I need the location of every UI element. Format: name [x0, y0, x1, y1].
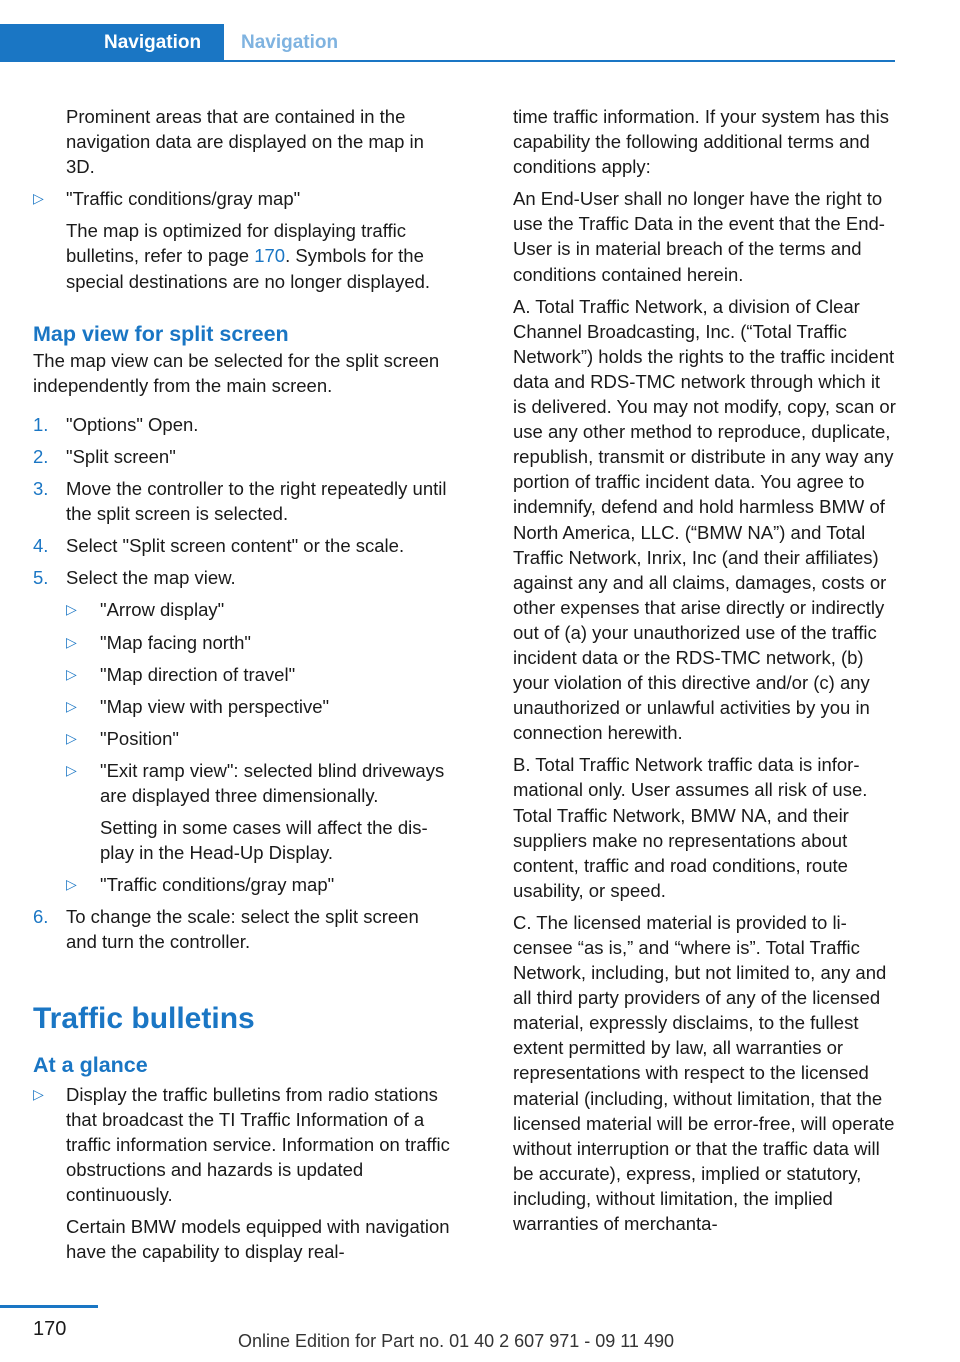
header-rule [224, 60, 895, 62]
step-text: Select the map view. [66, 567, 236, 589]
step-text: Select "Split screen content" or the scale. [66, 535, 405, 557]
list-item-display-bulletins [33, 1082, 453, 1207]
section-tab-inactive[interactable]: Navigation [241, 32, 339, 53]
triangle-bullet-icon: ▷ [66, 665, 77, 682]
step-item [33, 904, 453, 954]
sub-list-item: ▷ "Map view with perspective" [33, 694, 453, 719]
step-item [33, 533, 453, 558]
step-number: 2. [33, 445, 49, 467]
triangle-bullet-icon: ▷ [66, 697, 77, 714]
sub-list-item: ▷ "Map direction of travel" [33, 662, 453, 687]
list-item-traffic-gray-map [33, 186, 453, 211]
triangle-bullet-icon: ▷ [66, 876, 77, 893]
sub-list-note: Setting in some cases will affect the display in the Head-Up Display. [100, 817, 428, 864]
triangle-bullet-icon: ▷ [66, 633, 77, 650]
step-text: "Options" Open. [66, 413, 199, 435]
section-tab-active[interactable]: Navigation [0, 24, 224, 62]
step-text: Move the controller to the right repeatedly until the split screen is selected. [66, 478, 447, 525]
triangle-bullet-icon: ▷ [66, 761, 77, 778]
triangle-bullet-icon: ▷ [66, 601, 77, 618]
edition-footer: Online Edition for Part no. 01 40 2 607 971 - 09 11 490 [238, 1331, 674, 1351]
split-intro-paragraph: The map view can be selected for the split screen independently from the main screen. [33, 349, 440, 396]
step-item [33, 476, 453, 526]
sub-list-item: ▷ "Map facing north" [33, 630, 453, 655]
sub-list-item: ▷ "Position" [33, 726, 453, 751]
list-item-text: Display the traffic bulletins from radio stations that broadcast the TI Traffic Information of a traffic information service. Information on traffic obstructions and hazards is updated continuously. [66, 1083, 450, 1205]
step-number: 3. [33, 478, 49, 500]
terms-paragraph-c: C. The licensed material is provided to licensee “as is,” and “where is”. Total Traffic Network, including, but not limited to, any and all third party providers of any of the licensed material, expressly disclaims, to the fullest extent permitted by law, all warranties or representations with respect to the licensed material (including, without limitation, that the licensed material will be error-free, will operate without interruption or that the traffic data will be accurate), express, implied or statutory, including, without limitation, the implied warranties of merchanta- [513, 911, 895, 1235]
right-column [513, 104, 898, 1236]
step-text: To change the scale: select the split screen and turn the controller. [66, 906, 419, 953]
step-item [33, 412, 453, 437]
step-number: 4. [33, 535, 49, 557]
page-reference-link[interactable]: 170 [254, 245, 286, 267]
chapter-heading-traffic-bulletins: Traffic bulletins [33, 1001, 255, 1035]
page-number: 170 [33, 1318, 67, 1340]
terms-paragraph-end-user: An End-User shall no longer have the right to use the Traffic Data in the event that the End-User is in material breach of the terms and conditions contained herein. [513, 188, 885, 285]
triangle-bullet-icon: ▷ [33, 1085, 44, 1102]
left-column [33, 104, 453, 1264]
sub-list-item: ▷ "Traffic conditions/gray map" [33, 872, 453, 897]
step-number: 5. [33, 567, 49, 589]
section-heading-at-a-glance: At a glance [33, 1052, 148, 1077]
section-heading-split-map: Map view for split screen [33, 321, 289, 346]
footer-rule [0, 1305, 98, 1308]
step-item [33, 444, 453, 469]
list-item-description: The map is optimized for displaying traffic bulletins, refer to page 170. Symbols for the special destinations are no longer displayed. [66, 220, 431, 292]
sub-list-item: ▷ "Exit ramp view": selected blind driveways are displayed three dimensionally. [66, 759, 445, 806]
terms-paragraph-intro: time traffic information. If your system has this capability the following additional terms and conditions apply: [513, 106, 889, 178]
list-item-note: Certain BMW models equipped with navigation have the capability to display real- [66, 1216, 450, 1263]
page-header [0, 24, 895, 62]
triangle-bullet-icon: ▷ [33, 190, 44, 207]
step-text: "Split screen" [66, 445, 176, 467]
step-number: 6. [33, 906, 49, 928]
sub-list-item: ▷ "Arrow display" [33, 597, 453, 622]
terms-paragraph-a: A. Total Traffic Network, a division of Clear Channel Broadcasting, Inc. (“Total Traffic Network”) holds the rights to the traffic incident data and RDS-TMC network through which it is delivered. You may not modify, copy, scan or use any other method to reproduce, duplicate, republish, transmit or distribute in any way any portion of traffic incident data. You agree to indemnify, defend and hold harmless BMW of North America, LLC. (“BMW NA”) and Total Traffic Network, Inrix, Inc (and their affiliates) against any and all claims, damages, costs or other expenses that arise directly or indirectly out of (a) your unauthorized use of the traffic incident data or the RDS-TMC network, (b) your violation of this directive and/or (c) any unauthorized or unlawful activities by you in connection herewith. [513, 295, 896, 744]
list-item-title: "Traffic conditions/gray map" [66, 188, 301, 210]
triangle-bullet-icon: ▷ [66, 729, 77, 746]
terms-paragraph-b: B. Total Traffic Network traffic data is informational only. User assumes all risk of use. Total Traffic Network, BMW NA, and their suppliers make no representations about content, traffic and road conditions, route usability, or speed. [513, 754, 868, 901]
intro-paragraph: Prominent areas that are contained in the navigation data are displayed on the map in 3D. [66, 106, 424, 178]
step-item [33, 565, 453, 590]
step-number: 1. [33, 413, 49, 435]
